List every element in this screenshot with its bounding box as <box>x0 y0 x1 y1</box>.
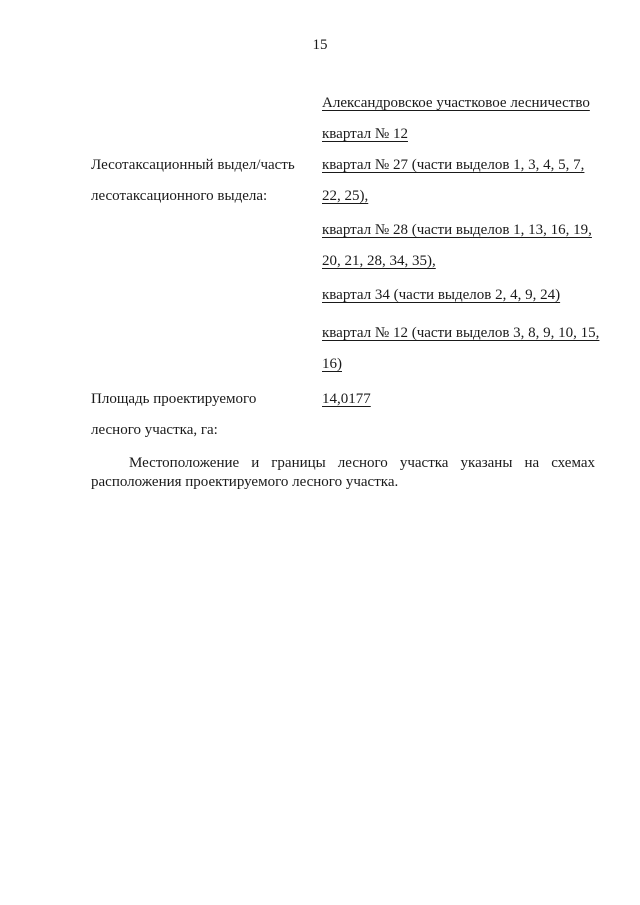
area-value-wrap <box>322 384 600 415</box>
area-value: 14,0177 <box>322 391 371 407</box>
allotment-item: квартал № 27 (части выделов 1, 3, 4, 5, 7, 22, 25), <box>322 157 585 204</box>
allotment-item: квартал 34 (части выделов 2, 4, 9, 24) <box>322 287 561 303</box>
allotment-item: квартал № 12 (части выделов 3, 8, 9, 10, 15, 16) <box>322 325 600 372</box>
page-number: 15 <box>312 37 328 53</box>
allotment-label: Лесотаксационный выдел/часть лесотаксационного выдела: <box>91 157 295 204</box>
forestry-quarter: квартал № 12 <box>322 126 408 142</box>
forestry-name: Александровское участковое лесничество <box>322 95 590 111</box>
location-paragraph: Местоположение и границы лесного участка указаны на схемах расположения проектируемого лесного участка. <box>91 455 595 490</box>
area-label: Площадь проектируемого лесного участка, га: <box>91 391 257 438</box>
allotment-item: квартал № 28 (части выделов 1, 13, 16, 19, 20, 21, 28, 34, 35), <box>322 222 592 269</box>
forestry-block <box>322 88 600 150</box>
